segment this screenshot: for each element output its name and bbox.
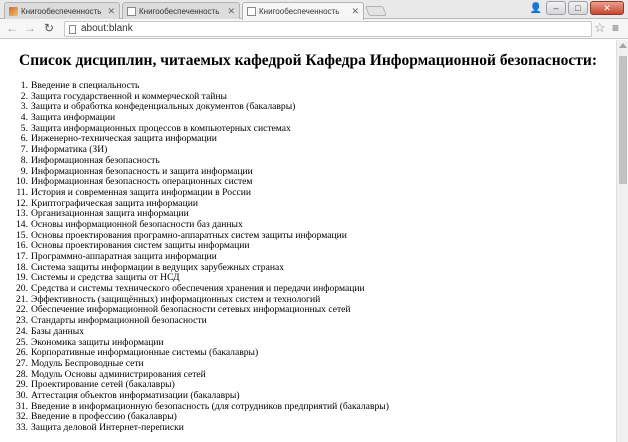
list-item-text: Организационная защита информации bbox=[31, 208, 189, 220]
list-item-text: Криптографическая защита информации bbox=[31, 197, 198, 209]
scrollbar-thumb[interactable] bbox=[619, 56, 627, 184]
list-item-number: 1. bbox=[20, 80, 28, 91]
close-window-button[interactable]: ✕ bbox=[590, 1, 624, 15]
menu-icon[interactable]: ≡ bbox=[612, 21, 620, 35]
tab-1-label: Книгообеспеченность bbox=[21, 6, 102, 16]
reload-icon[interactable]: ↻ bbox=[44, 21, 55, 35]
list-item-number: 3. bbox=[20, 101, 28, 113]
list-item-text: Защита информационных процессов в компьютерных системах bbox=[31, 122, 291, 134]
list-item-number: 31. bbox=[16, 400, 28, 412]
page-favicon-icon bbox=[247, 7, 256, 16]
list-item-text: Проектирование сетей (бакалавры) bbox=[31, 379, 175, 391]
list-item-number: 23. bbox=[16, 315, 28, 327]
list-item-number: 12. bbox=[16, 197, 28, 209]
list-item-text: Инженерно-техническая защита информации bbox=[31, 133, 217, 145]
page-content bbox=[0, 40, 616, 442]
address-rest: blank bbox=[108, 23, 133, 34]
list-item-number: 26. bbox=[16, 347, 28, 359]
list-item-text: Основы проектирования програмно-аппаратных систем защиты информации bbox=[31, 229, 347, 241]
list-item-text: Введение в профессию (бакалавры) bbox=[31, 411, 177, 423]
address-scheme: about: bbox=[81, 23, 109, 34]
close-icon[interactable]: ✕ bbox=[227, 6, 235, 16]
back-arrow-icon[interactable]: ← bbox=[6, 21, 18, 35]
browser-toolbar bbox=[0, 19, 628, 39]
tab-2-label: Книгообеспеченность bbox=[139, 6, 220, 16]
list-item-number: 29. bbox=[16, 379, 28, 391]
list-item-text: Обеспечение информационной безопасности сетевых информационных сетей bbox=[31, 304, 351, 316]
window-controls bbox=[546, 1, 624, 15]
discipline-list bbox=[0, 81, 616, 434]
list-item-number: 22. bbox=[16, 304, 28, 316]
list-item-text: История и современная защита информации в России bbox=[31, 186, 252, 198]
list-item-number: 19. bbox=[16, 272, 28, 284]
list-item-number: 11. bbox=[16, 186, 28, 198]
list-item-number: 17. bbox=[16, 251, 28, 262]
list-item-text: Введение в информационную безопасность (для сотрудников предприятий (бакалавры) bbox=[31, 400, 389, 412]
close-icon[interactable]: ✕ bbox=[107, 6, 115, 16]
list-item-text: Информационная безопасность bbox=[31, 154, 160, 166]
list-item-number: 16. bbox=[16, 240, 28, 252]
list-item-text: Средства и системы технического обеспечения хранения и передачи информации bbox=[31, 283, 365, 295]
list-item-text: Информатика (ЗИ) bbox=[31, 144, 108, 156]
user-icon[interactable]: 👤 bbox=[529, 3, 542, 14]
list-item-number: 18. bbox=[16, 261, 28, 273]
list-item-text: Модуль Беспроводные сети bbox=[31, 357, 144, 369]
list-item-number: 9. bbox=[20, 165, 28, 177]
list-item-number: 20. bbox=[16, 283, 28, 295]
list-item-number: 21. bbox=[16, 293, 28, 305]
list-item-text: Информационная безопасность операционных систем bbox=[31, 176, 253, 188]
list-item-text: Экономика защиты информации bbox=[31, 336, 164, 348]
list-item-text: Программно-аппаратная защита информации bbox=[31, 251, 217, 262]
list-item-number: 27. bbox=[16, 357, 28, 369]
list-item-text: Корпоративные информационные системы (бакалавры) bbox=[31, 347, 259, 359]
list-item-text: Системы и средства защиты от НСД bbox=[31, 272, 180, 284]
list-item-number: 2. bbox=[20, 90, 28, 102]
list-item-text: Информационная безопасность и защита информации bbox=[31, 165, 253, 177]
list-item-number: 24. bbox=[16, 325, 28, 337]
list-item-text: Стандарты информационной безопасности bbox=[31, 315, 207, 327]
page-title: Список дисциплин, читаемых кафедрой Кафедра Информационной безопасности: bbox=[19, 52, 597, 69]
list-item-number: 30. bbox=[16, 389, 28, 401]
maximize-button[interactable]: □ bbox=[568, 1, 588, 15]
tab-1[interactable] bbox=[4, 2, 120, 19]
list-item-number: 14. bbox=[16, 218, 28, 230]
list-item-text: Эффективность (защищённых) информационных систем и технологий bbox=[31, 293, 321, 305]
vertical-scrollbar[interactable] bbox=[616, 40, 628, 442]
list-item-number: 33. bbox=[16, 422, 28, 433]
tab-3-label: Книгообеспеченность bbox=[259, 7, 340, 16]
page-favicon-icon bbox=[127, 7, 136, 16]
minimize-button[interactable]: – bbox=[546, 1, 566, 15]
list-item bbox=[0, 423, 616, 434]
list-item-number: 8. bbox=[20, 154, 28, 166]
list-item-text: Защита государственной и коммерческой тайны bbox=[31, 90, 227, 102]
list-item-number: 25. bbox=[16, 336, 28, 348]
list-item-number: 10. bbox=[16, 176, 28, 188]
list-item-number: 4. bbox=[20, 112, 28, 124]
list-item-number: 28. bbox=[16, 368, 28, 380]
page-icon bbox=[69, 25, 76, 34]
list-item-number: 5. bbox=[20, 122, 28, 134]
tab-3-active[interactable] bbox=[242, 2, 364, 20]
list-item-text: Введение в специальность bbox=[31, 80, 140, 91]
list-item-number: 7. bbox=[20, 144, 28, 156]
title-bar bbox=[0, 0, 628, 19]
image-favicon-icon bbox=[9, 7, 18, 16]
list-item bbox=[0, 316, 616, 327]
address-bar[interactable] bbox=[64, 21, 592, 37]
list-item-text: Аттестация объектов информатизации (бакалавры) bbox=[31, 389, 240, 401]
list-item-number: 15. bbox=[16, 229, 28, 241]
list-item-text: Основы проектирования систем защиты информации bbox=[31, 240, 250, 252]
list-item-text: Система защиты информации в ведущих зарубежных странах bbox=[31, 261, 285, 273]
bookmark-star-icon[interactable]: ☆ bbox=[594, 20, 606, 35]
scroll-up-arrow-icon[interactable] bbox=[619, 43, 627, 48]
list-item-number: 13. bbox=[16, 208, 28, 220]
list-item-number: 32. bbox=[16, 411, 28, 423]
list-item-text: Базы данных bbox=[31, 325, 85, 337]
close-icon[interactable]: ✕ bbox=[351, 6, 359, 16]
new-tab-button[interactable] bbox=[365, 6, 387, 16]
list-item-text: Защита деловой Интернет-переписки bbox=[31, 422, 184, 433]
list-item-number: 6. bbox=[20, 133, 28, 145]
tab-2[interactable] bbox=[122, 2, 240, 19]
list-item-text: Модуль Основы администрирования сетей bbox=[31, 368, 206, 380]
list-item-text: Защита информации bbox=[31, 112, 116, 124]
forward-arrow-icon[interactable]: → bbox=[24, 21, 36, 35]
list-item-text: Основы информационной безопасности баз данных bbox=[31, 218, 243, 230]
list-item-text: Защита и обработка конфеденциальных документов (бакалавры) bbox=[31, 101, 296, 113]
